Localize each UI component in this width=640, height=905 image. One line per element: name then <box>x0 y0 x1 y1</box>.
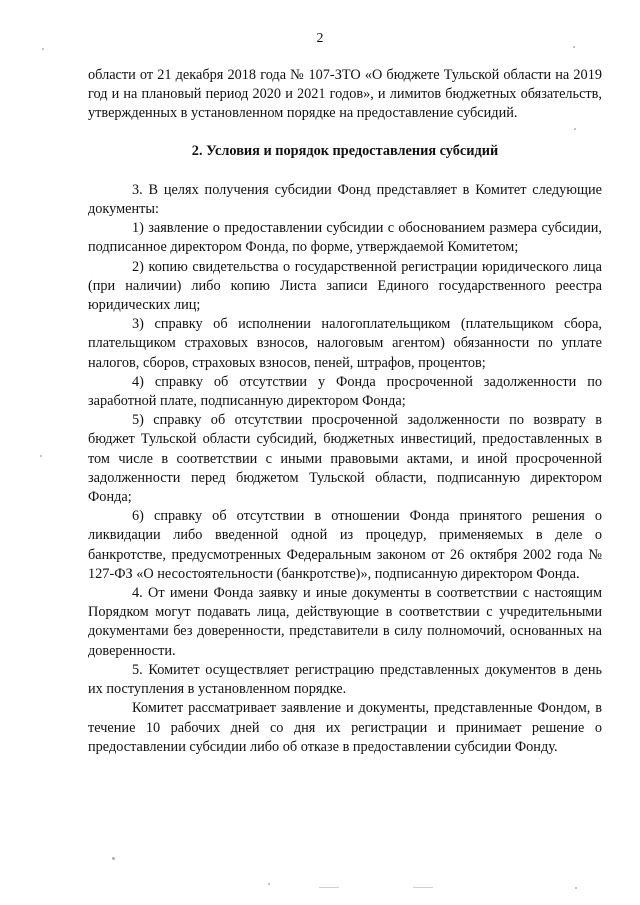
clause-5-review-paragraph: Комитет рассматривает заявление и документы, представленные Фондом, в течение 10 рабочих дней со дня их регистрации и принимает решение о предоставлении субсидии либо об отказе в предоставлении субсидии Фонду. <box>88 700 602 755</box>
clause-5-paragraph: 5. Комитет осуществляет регистрацию представленных документов в день их поступления в установленном порядке. <box>88 661 602 698</box>
scan-speck <box>574 128 576 130</box>
item-text: справку об исполнении налогоплательщиком (плательщиком сбора, плательщиком страховых взносов, налоговым агентом) обязанности по уплате налогов, сборов, страховых взносов, пеней, штрафов, процентов; <box>88 316 602 371</box>
scan-smudge <box>413 887 433 888</box>
scan-speck <box>42 48 44 50</box>
item-number: 2) <box>132 258 149 275</box>
document-body <box>88 66 602 757</box>
item-text: справку об отсутствии в отношении Фонда принятого решения о ликвидации либо введенной одной из процедур, применяемых в деле о банкротстве, предусмотренных Федеральным законом от 26 октября 2002 года № 127-ФЗ «О несостоятельности (банкротстве)», подписанную директором Фонда. <box>88 508 603 582</box>
item-number: 4) <box>132 373 155 390</box>
item-text: заявление о предоставлении субсидии с обоснованием размера субсидии, подписанное директором Фонда, по форме, утверждаемой Комитетом; <box>88 220 603 256</box>
item-number: 6) <box>132 508 154 525</box>
scan-speck <box>112 857 115 860</box>
scan-speck <box>40 455 42 457</box>
clause-3-item-5 <box>88 411 602 507</box>
clause-3-paragraph: 3. В целях получения субсидии Фонд представляет в Комитет следующие документы: <box>88 181 602 218</box>
clause-3-item-6 <box>88 507 602 584</box>
scan-speck <box>268 883 270 885</box>
clause-3-item-4 <box>88 373 602 411</box>
scan-speck <box>573 46 575 48</box>
item-number: 1) <box>132 220 149 237</box>
item-number: 3) <box>132 316 144 333</box>
scan-smudge <box>319 887 339 888</box>
scan-speck <box>575 887 577 889</box>
section-heading: 2. Условия и порядок предоставления субсидий <box>191 142 499 159</box>
clause-3-item-1 <box>88 219 602 257</box>
item-number: 5) <box>132 412 154 429</box>
item-text: справку об отсутствии просроченной задолженности по возврату в бюджет Тульской области субсидий, бюджетных инвестиций, предоставленных в том числе в соответствии с иными правовыми актами, и иной просроченной задолженности перед бюджетом Тульской области, подписанную директором Фонда; <box>88 412 603 506</box>
item-text: копию свидетельства о государственной регистрации юридического лица (при наличии) либо копию Листа записи Единого государственного реестра юридических лиц; <box>88 258 602 314</box>
clause-3-item-2 <box>88 258 602 316</box>
page-number: 2 <box>316 31 324 46</box>
clause-3-item-3 <box>88 315 602 373</box>
item-text: справку об отсутствии у Фонда просроченной задолженности по заработной плате, подписанную директором Фонда; <box>88 373 602 410</box>
intro-paragraph: области от 21 декабря 2018 года № 107-ЗТО «О бюджете Тульской области на 2019 год и на плановый период 2020 и 2021 годов», и лимитов бюджетных обязательств, утвержденных в установленном порядке на предоставление субсидий. <box>88 67 602 122</box>
clause-4-paragraph: 4. От имени Фонда заявку и иные документы в соответствии с настоящим Порядком могут подавать лица, действующие в соответствии с учредительными документами без доверенности, представители в силу полномочий, основанных на доверенности. <box>88 585 602 659</box>
